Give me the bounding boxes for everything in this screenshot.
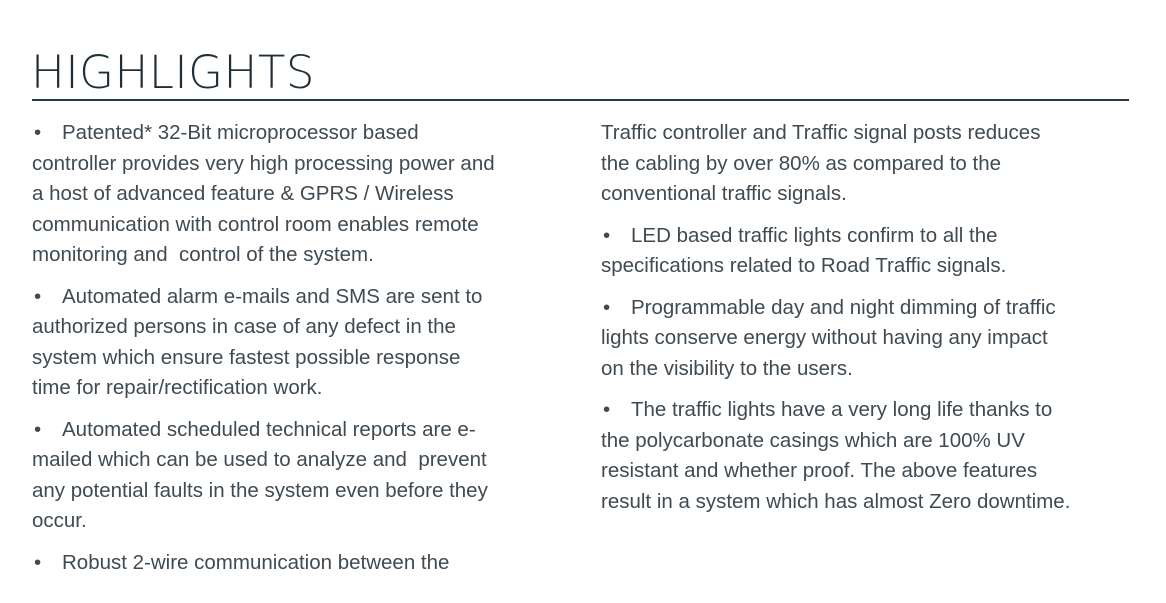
line-text: Robust 2-wire communication between the [62,550,450,574]
text-line [601,395,1141,426]
text-line [32,149,562,180]
text-line [601,251,1141,282]
bullet-paragraph [32,118,562,271]
text-line [601,487,1141,518]
line-text: lights conserve energy without having any impact [601,326,1048,349]
line-text: resistant and whether proof. The above features [601,459,1038,482]
text-line [601,149,1141,180]
text-line [32,548,562,579]
line-text: communication with control room enables remote [32,212,479,236]
bullet-icon: • [34,550,42,574]
text-line [32,179,562,210]
bullet-icon: • [603,223,611,247]
text-line [32,282,562,313]
text-line [32,445,562,476]
line-text: the polycarbonate casings which are 100% UV [601,428,1025,452]
text-line [601,426,1141,457]
line-text: the cabling by over 80% as compared to the [601,151,1001,175]
line-text: a host of advanced feature & GPRS / Wireless [32,182,454,205]
line-text: result in a system which has almost Zero downtime. [601,489,1071,513]
bullet-icon: • [603,295,611,319]
text-line [32,312,562,343]
text-line [32,210,562,241]
bullet-paragraph [32,282,562,404]
text-line [32,373,562,404]
line-text: Programmable day and night dimming of traffic [631,295,1056,319]
line-text: any potential faults in the system even before they [32,478,488,502]
bullet-icon: • [34,121,42,144]
line-text: The traffic lights have a very long life thanks to [631,398,1053,421]
text-line [601,221,1141,252]
text-line [601,456,1141,487]
text-line [32,240,562,271]
line-text: occur. [32,509,87,532]
line-text: monitoring and control of the system. [32,243,374,266]
line-text: time for repair/rectification work. [32,376,323,399]
line-text: Patented* 32-Bit microprocessor based [62,121,419,144]
text-line [601,118,1141,149]
line-text: controller provides very high processing power and [32,151,495,175]
line-text: system which ensure fastest possible response [32,345,461,369]
line-text: Traffic controller and Traffic signal posts reduces [601,121,1041,144]
title-divider [32,99,1129,101]
left-column [32,118,562,589]
text-line [32,343,562,374]
line-text: on the visibility to the users. [601,356,853,380]
line-text: Automated scheduled technical reports are e- [62,417,476,441]
bullet-paragraph [601,293,1141,385]
text-line [32,506,562,537]
page-title: HIGHLIGHTS [31,46,315,99]
text-line [601,354,1141,385]
bullet-paragraph [601,221,1141,282]
bullet-icon: • [34,284,42,308]
line-text: LED based traffic lights confirm to all the [631,223,998,247]
bullet-icon: • [34,417,42,441]
bullet-paragraph [601,118,1141,210]
bullet-icon: • [603,398,611,421]
line-text: authorized persons in case of any defect in the [32,315,456,338]
bullet-paragraph [32,548,562,579]
text-line [601,293,1141,324]
text-line [32,476,562,507]
text-line [601,179,1141,210]
bullet-paragraph [601,395,1141,517]
line-text: conventional traffic signals. [601,182,847,205]
line-text: mailed which can be used to analyze and prevent [32,448,487,471]
text-line [601,323,1141,354]
right-column [601,118,1141,528]
line-text: specifications related to Road Traffic signals. [601,254,1007,277]
text-line [32,118,562,149]
line-text: Automated alarm e-mails and SMS are sent to [62,284,483,308]
bullet-paragraph [32,415,562,537]
text-line [32,415,562,446]
